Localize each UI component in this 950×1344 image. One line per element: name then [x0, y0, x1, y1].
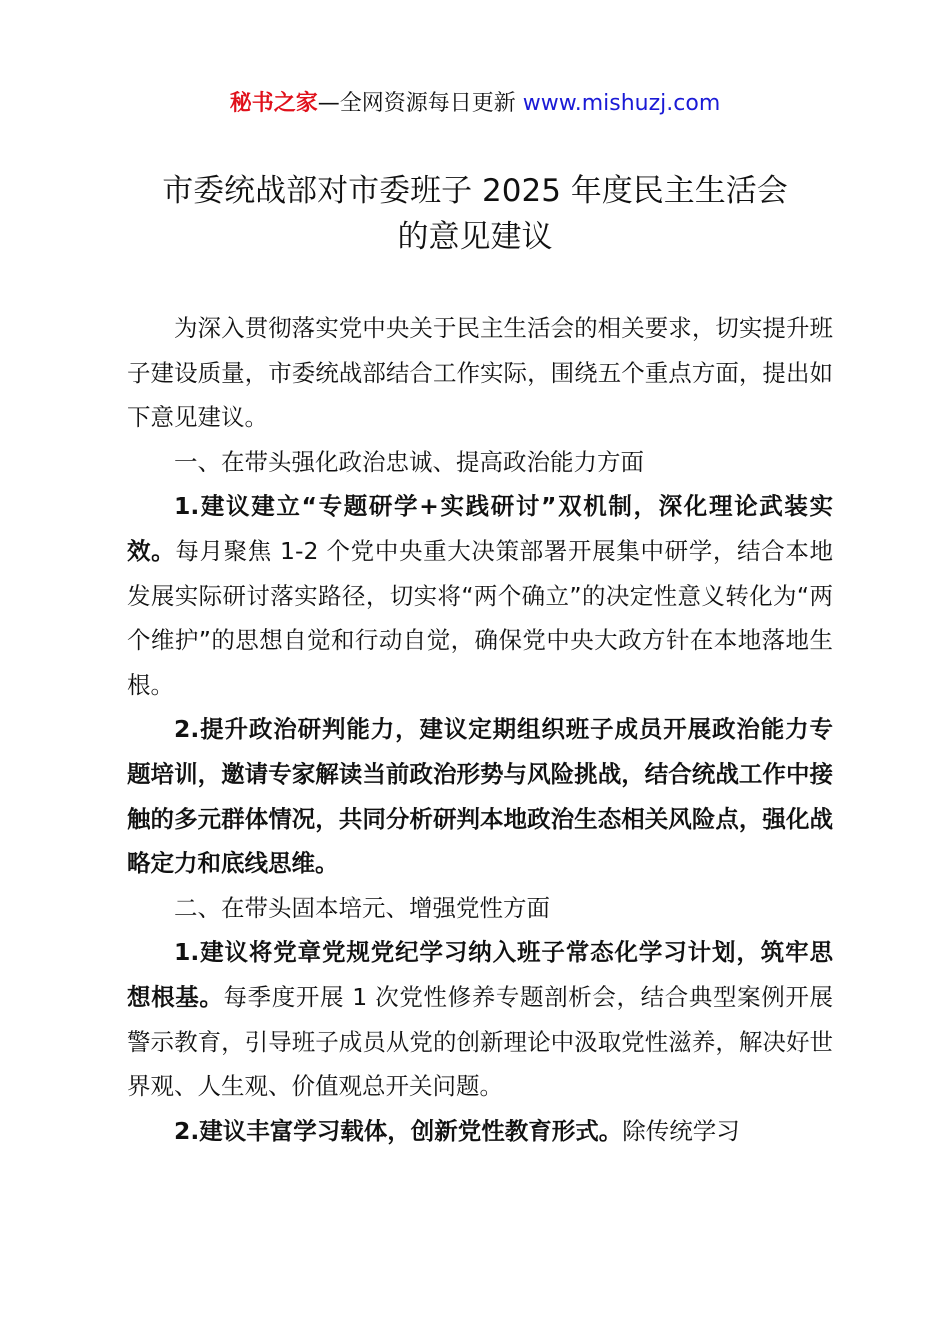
section-heading-2: 二、在带头固本培元、增强党性方面: [174, 893, 550, 922]
site-tagline: —全网资源每日更新: [317, 91, 523, 116]
item-text: 每季度开展 1 次党性修养专题剖析会，结合典型案例开展警示教育，引导班子成员从党的创新理论中汲取党性滋养，解决好世界观、人生观、价值观总开关问题。: [127, 982, 834, 1101]
item-text: 除传统学习: [622, 1116, 740, 1145]
title-line-1: 市委统战部对市委班子 2025 年度民主生活会: [162, 173, 788, 209]
item-text: 每月聚焦 1-2 个党中央重大决策部署开展集中研学，结合本地发展实际研讨落实路径，切实将“两个确立”的决定性意义转化为“两个维护”的思想自觉和行动自觉，确保党中央大政方针在本地落地生根。: [127, 536, 834, 699]
section-heading-1: 一、在带头强化政治忠诚、提高政治能力方面: [174, 447, 644, 476]
document-title: [100, 168, 850, 260]
section-2-item-1: [127, 930, 833, 1108]
site-brand: 秘书之家: [229, 91, 318, 116]
item-lead: 2.提升政治研判能力，建议定期组织班子成员开展政治能力专题培训，邀请专家解读当前政治形势与风险挑战，结合统战工作中接触的多元群体情况，共同分析研判本地政治生态相关风险点，强化战略定力和底线思维。: [127, 715, 833, 878]
site-url-link[interactable]: www.mishuzj.com: [522, 91, 721, 116]
item-lead: 2.建议丰富学习载体，创新党性教育形式。: [174, 1116, 623, 1145]
document-body: [127, 306, 833, 1153]
item-lead: 1.建议将党章党规党纪学习纳入班子常态化学习计划，筑牢思想根基。: [127, 938, 833, 1011]
intro-paragraph: 为深入贯彻落实党中央关于民主生活会的相关要求，切实提升班子建设质量，市委统战部结合工作实际，围绕五个重点方面，提出如下意见建议。: [127, 314, 833, 432]
section-1-item-2: [127, 707, 833, 885]
section-2-item-2: [127, 1109, 833, 1154]
title-line-2: 的意见建议: [397, 219, 553, 255]
item-lead: 1.建议建立“专题研学+实践研讨”双机制，深化理论武装实效。: [127, 492, 833, 565]
section-1-item-1: [127, 484, 833, 707]
site-banner: [0, 86, 950, 122]
